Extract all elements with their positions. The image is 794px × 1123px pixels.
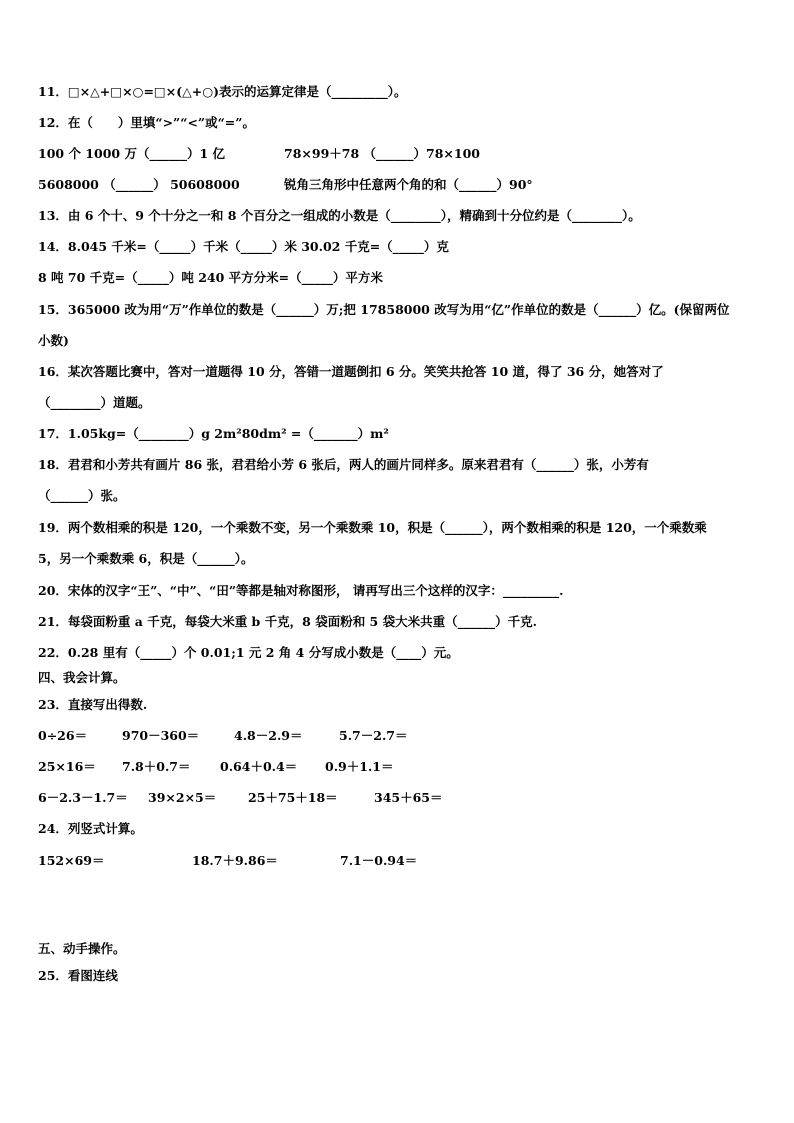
compare-item: 锐角三角形中任意两个角的和（______）90° — [284, 177, 533, 192]
calc-row-4 — [38, 853, 417, 869]
calc-item: 0÷26＝ — [38, 728, 88, 743]
question-18-line-1: 18．君君和小芳共有画片 86 张，君君给小芳 6 张后，两人的画片同样多。原来君君有（______）张，小芳有 — [38, 457, 649, 472]
compare-item: 100 个 1000 万（______）1 亿 — [38, 146, 225, 161]
calc-item: 0.9＋1.1＝ — [325, 759, 394, 774]
calc-item: 39×2×5＝ — [148, 790, 217, 805]
question-15-line-1: 15．365000 改为用“万”作单位的数是（______）万;把 17858000 改写为用“亿”作单位的数是（______）亿。(保留两位 — [38, 302, 730, 317]
question-11: 11．□×△+□×○=□×(△+○)表示的运算定律是（_________）。 — [38, 84, 407, 99]
question-22: 22．0.28 里有（_____）个 0.01;1 元 2 角 4 分写成小数是（____）元。 — [38, 645, 459, 660]
calc-row-3 — [38, 790, 443, 806]
calc-item: 7.8＋0.7＝ — [122, 759, 191, 774]
calc-item: 6－2.3－1.7＝ — [38, 790, 128, 805]
question-12-row-1 — [38, 146, 480, 162]
calc-row-1 — [38, 728, 408, 744]
question-15-line-2: 小数) — [38, 333, 69, 348]
question-12: 12．在（ ）里填“>”“<”或“=”。 — [38, 115, 255, 130]
question-20: 20．宋体的汉字“王”、“中”、“田”等都是轴对称图形， 请再写出三个这样的汉字：_________. — [38, 583, 564, 598]
question-12-row-2 — [38, 177, 533, 193]
calc-item: 152×69＝ — [38, 853, 105, 868]
calc-item: 970－360＝ — [122, 728, 200, 743]
calc-item: 5.7－2.7＝ — [339, 728, 408, 743]
question-19-line-1: 19．两个数相乘的积是 120，一个乘数不变，另一个乘数乘 10，积是（______），两个数相乘的积是 120，一个乘数乘 — [38, 520, 707, 535]
question-17: 17．1.05kg=（________）g 2m²80dm² =（_______）m² — [38, 426, 389, 441]
calc-row-2 — [38, 759, 394, 775]
question-24: 24．列竖式计算。 — [38, 821, 143, 836]
calc-item: 345＋65＝ — [374, 790, 443, 805]
question-16-line-2: （________）道题。 — [38, 395, 151, 410]
compare-item: 5608000 （______） 50608000 — [38, 177, 240, 192]
question-18-line-2: （______）张。 — [38, 488, 126, 503]
question-14-line-2: 8 吨 70 千克=（_____）吨 240 平方分米=（_____）平方米 — [38, 270, 383, 285]
calc-item: 4.8－2.9＝ — [234, 728, 303, 743]
section-4-heading: 四、我会计算。 — [38, 670, 126, 685]
calc-item: 25×16＝ — [38, 759, 96, 774]
question-23: 23．直接写出得数. — [38, 697, 148, 712]
question-13: 13．由 6 个十、9 个十分之一和 8 个百分之一组成的小数是（________），精确到十分位约是（________）。 — [38, 208, 641, 223]
question-25: 25．看图连线 — [38, 968, 118, 983]
calc-item: 7.1－0.94＝ — [340, 853, 418, 868]
question-21: 21．每袋面粉重 a 千克，每袋大米重 b 千克，8 袋面粉和 5 袋大米共重（______）千克. — [38, 614, 537, 629]
section-5-heading: 五、动手操作。 — [38, 941, 126, 956]
question-19-line-2: 5，另一个乘数乘 6，积是（______）。 — [38, 551, 254, 566]
question-14-line-1: 14．8.045 千米=（_____）千米（_____）米 30.02 千克=（_____）克 — [38, 239, 449, 254]
question-16-line-1: 16．某次答题比赛中，答对一道题得 10 分，答错一道题倒扣 6 分。笑笑共抢答 10 道，得了 36 分，她答对了 — [38, 364, 664, 379]
calc-item: 18.7＋9.86＝ — [192, 853, 278, 868]
calc-item: 25＋75＋18＝ — [248, 790, 338, 805]
compare-item: 78×99＋78 （______）78×100 — [284, 146, 480, 161]
calc-item: 0.64＋0.4＝ — [220, 759, 298, 774]
